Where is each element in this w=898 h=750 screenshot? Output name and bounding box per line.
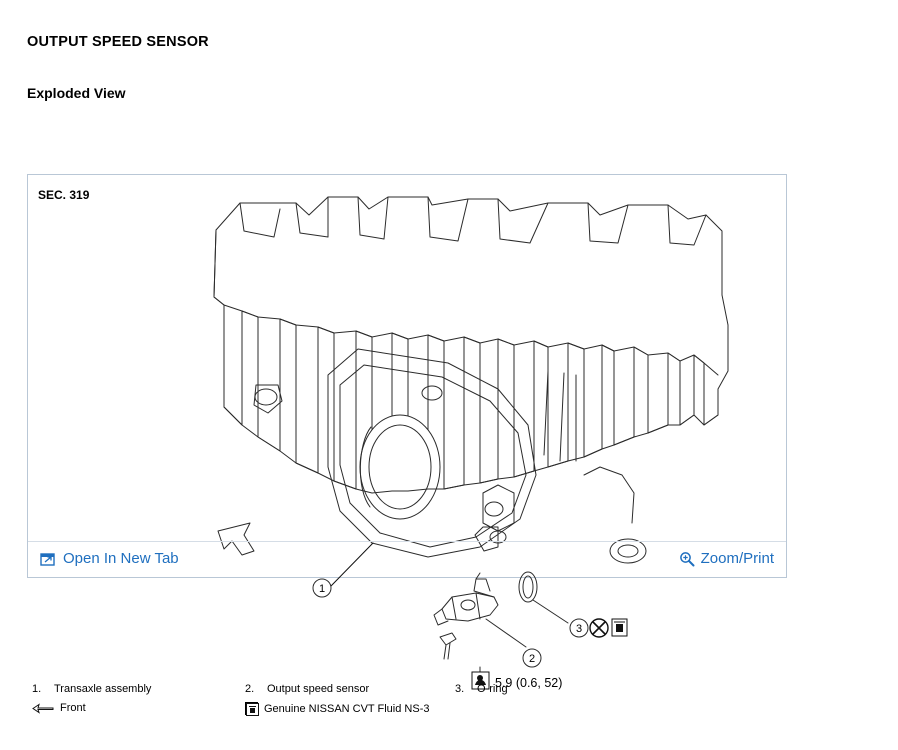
legend-front-item: [32, 702, 86, 714]
legend-item-2: [245, 683, 369, 695]
legend-item-3-number: 3.: [455, 683, 465, 695]
open-in-new-tab-label: Open In New Tab: [63, 550, 179, 567]
legend-fluid-label: Genuine NISSAN CVT Fluid NS-3: [264, 702, 430, 715]
legend-item-3: [455, 683, 508, 695]
zoom-print-button[interactable]: [679, 550, 774, 567]
fluid-icon: [245, 702, 258, 715]
torque-note-text: 5.9 (0.6, 52): [495, 676, 563, 690]
legend: [27, 683, 787, 721]
open-in-new-tab-button[interactable]: [40, 550, 179, 567]
magnifier-icon: [679, 551, 695, 567]
figure-section-label: SEC. 319: [38, 188, 90, 202]
svg-text:3: 3: [575, 623, 583, 635]
legend-item-1-number: 1.: [32, 683, 42, 695]
legend-item-2-label: Output speed sensor: [267, 683, 370, 695]
legend-row: [27, 702, 787, 721]
svg-text:1: 1: [318, 583, 326, 595]
figure-footer: [28, 541, 786, 577]
zoom-print-label: Zoom/Print: [700, 550, 774, 567]
legend-fluid-item: [245, 702, 429, 715]
open-in-new-tab-icon: [40, 551, 56, 567]
section-subtitle: Exploded View: [27, 85, 126, 101]
legend-row: [27, 683, 787, 702]
page-title: OUTPUT SPEED SENSOR: [27, 34, 209, 50]
legend-item-1-label: Transaxle assembly: [54, 683, 152, 695]
front-arrow-icon: [32, 703, 54, 713]
legend-item-2-number: 2.: [245, 683, 255, 695]
legend-item-3-label: O-ring: [477, 683, 508, 695]
svg-text:2: 2: [528, 653, 536, 665]
legend-item-1: [32, 683, 151, 695]
legend-front-label: Front: [60, 702, 86, 714]
